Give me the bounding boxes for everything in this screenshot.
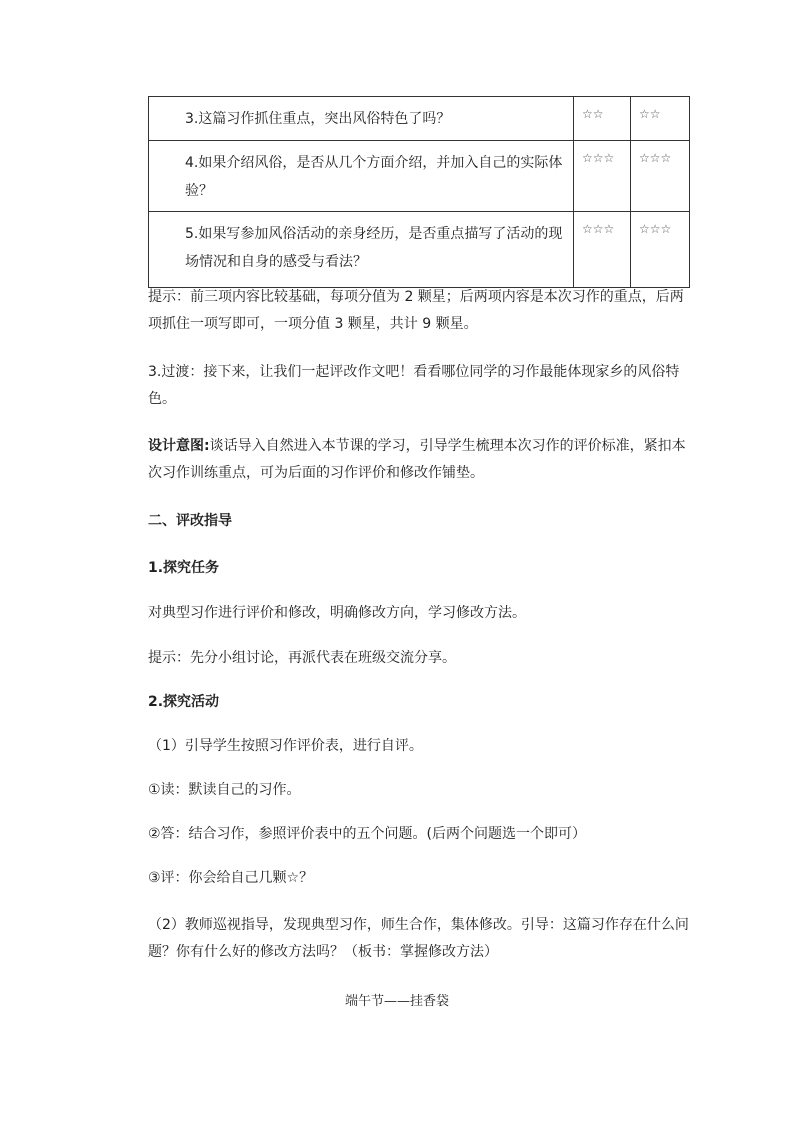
section-heading: 二、评改指导 (148, 513, 232, 529)
self-rating-cell: ☆☆ (574, 97, 631, 141)
table-row (149, 141, 690, 212)
self-rating-cell: ☆☆☆ (574, 141, 631, 212)
task-text: 对典型习作进行评价和修改，明确修改方向，学习修改方法。 (148, 605, 526, 621)
design-intent-label: 设计意图: (148, 438, 210, 454)
self-rating-cell: ☆☆☆ (574, 212, 631, 288)
activity-heading: 2.探究活动 (148, 694, 220, 710)
answer-step: ②答：结合习作，参照评价表中的五个问题。(后两个问题选一个即可） (148, 826, 587, 842)
step-two: （2）教师巡视指导，发现典型习作，师生合作，集体修改。引导：这篇习作存在什么问题？你有什么好的修改方法吗？（板书：掌握修改方法） (148, 917, 689, 960)
question-cell: 3.这篇习作抓住重点，突出风俗特色了吗？ (149, 97, 574, 141)
design-intent-paragraph (148, 433, 693, 487)
peer-rating-cell: ☆☆☆ (631, 212, 690, 288)
page-footer: 端午节——挂香袋 (344, 994, 449, 1009)
question-cell: 4.如果介绍风俗，是否从几个方面介绍，并加入自己的实际体验？ (149, 141, 574, 212)
task-heading: 1.探究任务 (148, 560, 220, 576)
peer-rating-cell: ☆☆☆ (631, 141, 690, 212)
table-row (149, 97, 690, 141)
read-step: ①读：默读自己的习作。 (148, 782, 301, 798)
transition-paragraph: 3.过渡：接下来，让我们一起评改作文吧！看看哪位同学的习作最能体现家乡的风俗特色。 (148, 364, 680, 407)
step-one: （1）引导学生按照习作评价表，进行自评。 (148, 738, 423, 754)
question-cell: 5.如果写参加风俗活动的亲身经历，是否重点描写了活动的现场情况和自身的感受与看法？ (149, 212, 574, 288)
tip-paragraph: 提示：前三项内容比较基础，每项分值为 2 颗星；后两项内容是本次习作的重点，后两项抓住一项写即可，一项分值 3 颗星，共计 9 颗星。 (148, 289, 684, 332)
evaluation-table (148, 96, 690, 288)
tip-paragraph: 提示：先分小组讨论，再派代表在班级交流分享。 (148, 650, 456, 666)
table-row (149, 212, 690, 288)
design-intent-text: 谈话导入自然进入本节课的学习，引导学生梳理本次习作的评价标准，紧扣本次习作训练重点，可为后面的习作评价和修改作铺垫。 (148, 438, 686, 481)
rate-step: ③评：你会给自己几颗☆？ (148, 870, 314, 886)
peer-rating-cell: ☆☆ (631, 97, 690, 141)
